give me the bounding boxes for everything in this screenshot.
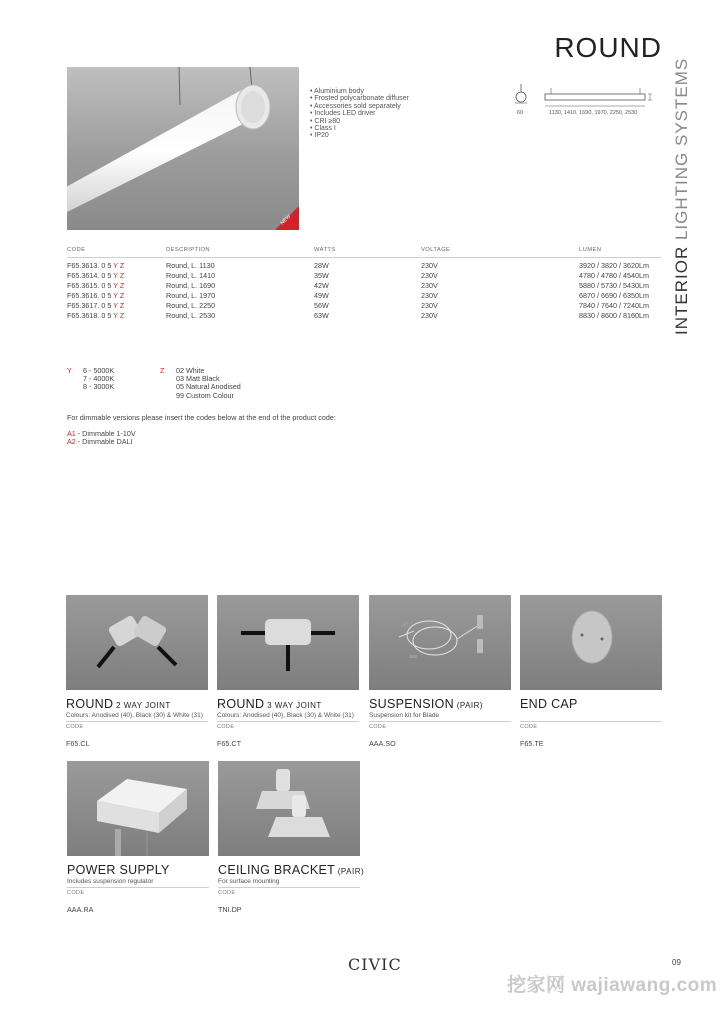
table-row — [67, 291, 663, 301]
drawing-height-label: 60 — [517, 110, 524, 116]
accessory-photo-power-supply — [67, 761, 209, 856]
technical-drawing — [515, 82, 665, 127]
accessory-description: Colours: Anodised (40), Black (30) & White (31) — [217, 712, 354, 719]
legend-y-option: 6 - 5000K — [83, 366, 115, 375]
header-watts: WATTS — [314, 247, 336, 253]
dimmable-item: A1 - Dimmable 1-10V — [67, 429, 136, 438]
cell-watts: 56W — [314, 301, 329, 310]
accessory-photo-2-way-joint — [66, 595, 208, 690]
section-label-light: LIGHTING SYSTEMS — [672, 57, 691, 241]
brand-logo: CIVIC — [348, 955, 402, 974]
cell-voltage: 230V — [421, 311, 438, 320]
cell-code: F65.3618. 0 5 Y Z — [67, 311, 125, 320]
accessory-code-label: CODE — [369, 721, 511, 733]
table-row — [67, 281, 663, 291]
accessory-code-label: CODE — [218, 887, 360, 899]
feature-item: • Aluminium body — [310, 88, 409, 95]
page-title: ROUND — [554, 32, 662, 63]
new-badge: NEW — [279, 213, 293, 227]
table-row — [67, 301, 663, 311]
accessory-name: ROUND 2 WAY JOINT — [66, 697, 171, 711]
legend-z-option: 03 Matt Black — [176, 374, 220, 384]
cell-code: F65.3614. 0 5 Y Z — [67, 271, 125, 280]
cell-lumen: 6870 / 6690 / 6350Lm — [579, 291, 649, 300]
accessory-card — [217, 595, 359, 748]
accessory-card — [66, 595, 208, 748]
drawing-lengths-label: 1130, 1410, 1690, 1970, 2250, 2530 — [549, 110, 638, 116]
feature-item: • Includes LED driver — [310, 110, 409, 117]
accessory-description: For surface mounting — [218, 878, 280, 885]
accessory-description: Colours: Anodised (40), Black (30) & White (31) — [66, 712, 203, 719]
accessory-code: F65.CL — [66, 739, 90, 748]
accessory-code-label: CODE — [67, 887, 209, 899]
cell-description: Round, L. 1970 — [166, 291, 216, 300]
cell-description: Round, L. 1410 — [166, 271, 216, 280]
header-lumen: LUMEN — [579, 247, 602, 253]
page-number: 09 — [672, 958, 681, 967]
cell-description: Round, L. 2530 — [166, 311, 216, 320]
accessory-code: F65.CT — [217, 739, 241, 748]
legend-y-option: 7 - 4000K — [83, 374, 115, 384]
legend-z-option: 99 Custom Colour — [176, 390, 234, 400]
legend-y-option: 8 - 3000K — [83, 382, 115, 392]
cell-code: F65.3617. 0 5 Y Z — [67, 301, 125, 310]
accessory-description: Includes suspension regulator — [67, 878, 154, 885]
product-photo — [67, 67, 299, 230]
accessory-photo-end-cap — [520, 595, 662, 690]
accessory-name: ROUND 3 WAY JOINT — [217, 697, 322, 711]
accessory-code: F65.TE — [520, 739, 544, 748]
table-row — [67, 311, 663, 321]
accessory-code-label: CODE — [217, 721, 359, 733]
cell-description: Round, L. 1690 — [166, 281, 216, 290]
luminaire-illustration — [67, 67, 299, 230]
cell-voltage: 230V — [421, 261, 438, 270]
accessory-photo-suspension — [369, 595, 511, 690]
legend-z-key: Z — [160, 366, 165, 375]
accessory-description — [520, 712, 662, 719]
accessory-code: TNI.DP — [218, 905, 242, 914]
cell-watts: 28W — [314, 261, 329, 270]
accessory-card — [218, 761, 365, 914]
cell-lumen: 4780 / 4780 / 4540Lm — [579, 271, 649, 280]
section-label-strong: INTERIOR — [672, 245, 691, 335]
accessory-code-label: CODE — [520, 721, 662, 733]
cell-voltage: 230V — [421, 291, 438, 300]
feature-item: • Accessories sold separately — [310, 103, 409, 110]
legend-y-key: Y — [67, 366, 72, 375]
cell-lumen: 7840 / 7640 / 7240Lm — [579, 301, 649, 310]
accessory-card — [369, 595, 511, 748]
accessory-card — [67, 761, 209, 914]
cell-lumen: 8830 / 8600 / 8160Lm — [579, 311, 649, 320]
dimmable-note: For dimmable versions please insert the codes below at the end of the product code: — [67, 413, 336, 422]
feature-item: • IP20 — [310, 132, 409, 139]
accessory-code: AAA.RA — [67, 905, 94, 914]
watermark: 挖家网 wajiawang.com — [507, 975, 718, 996]
dimmable-item: A2 - Dimmable DALI — [67, 437, 133, 447]
cell-watts: 49W — [314, 291, 329, 300]
cell-code: F65.3616. 0 5 Y Z — [67, 291, 125, 300]
cell-lumen: 3920 / 3820 / 3620Lm — [579, 261, 649, 270]
accessory-photo-ceiling-bracket — [218, 761, 360, 856]
accessory-card — [520, 595, 662, 748]
table-row — [67, 271, 663, 281]
cell-voltage: 230V — [421, 271, 438, 280]
section-label-vertical — [672, 58, 692, 335]
legend-z-option: 02 White — [176, 366, 205, 375]
cell-voltage: 230V — [421, 301, 438, 310]
accessory-code: AAA.SO — [369, 739, 396, 748]
accessory-name: CEILING BRACKET (PAIR) — [218, 863, 365, 877]
cell-description: Round, L. 2250 — [166, 301, 216, 310]
feature-list — [310, 88, 409, 140]
cell-watts: 35W — [314, 271, 329, 280]
spec-table — [67, 247, 663, 321]
accessory-code-label: CODE — [66, 721, 208, 733]
accessory-name: END CAP — [520, 697, 578, 711]
cell-watts: 63W — [314, 311, 329, 320]
cell-code: F65.3613. 0 5 Y Z — [67, 261, 125, 270]
accessory-description: Suspension kit for Blade — [369, 712, 440, 719]
feature-item: • Class I — [310, 125, 409, 132]
table-row — [67, 261, 663, 271]
header-description: DESCRIPTION — [166, 247, 211, 253]
feature-item: • CRI ≥80 — [310, 118, 409, 125]
cell-description: Round, L. 1130 — [166, 261, 215, 270]
table-header-row — [67, 247, 663, 261]
legend-z-option: 05 Natural Anodised — [176, 382, 241, 392]
accessory-photo-3-way-joint — [217, 595, 359, 690]
feature-item: • Frosted polycarbonate diffuser — [310, 95, 409, 102]
accessory-name: POWER SUPPLY — [67, 863, 170, 877]
dimmable-list — [67, 430, 136, 446]
header-voltage: VOLTAGE — [421, 247, 451, 253]
cell-code: F65.3615. 0 5 Y Z — [67, 281, 125, 290]
cell-watts: 42W — [314, 281, 329, 290]
cell-lumen: 5880 / 5730 / 5430Lm — [579, 281, 649, 290]
cell-voltage: 230V — [421, 281, 438, 290]
header-code: CODE — [67, 247, 86, 253]
accessory-name: SUSPENSION (PAIR) — [369, 697, 484, 711]
